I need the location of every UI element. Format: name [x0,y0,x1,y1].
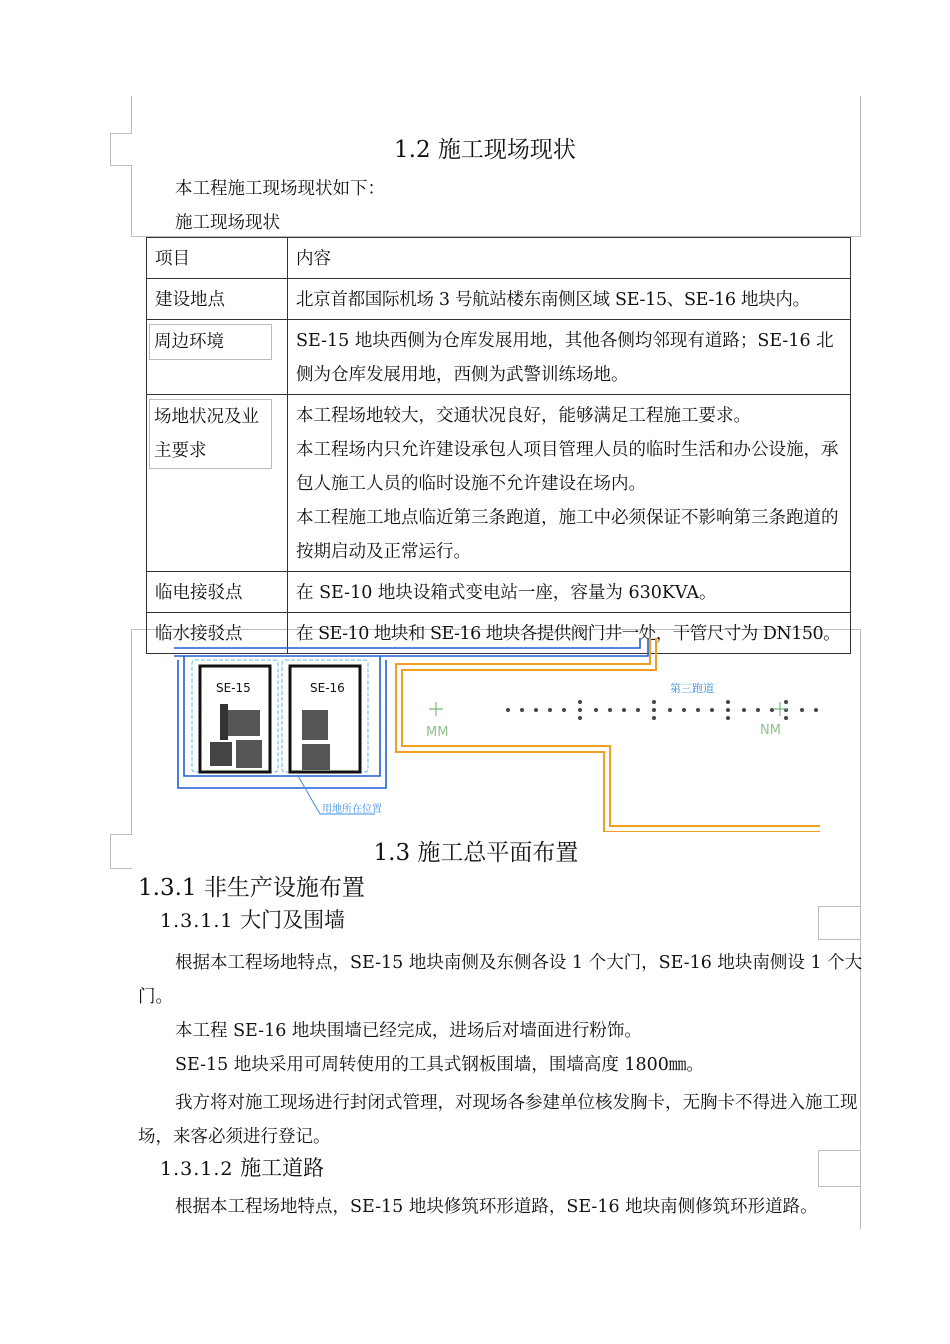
building-block [236,740,262,768]
orange-road-line [402,638,820,826]
blue-road-line [174,638,640,648]
heading-text: 大门及围墙 [240,908,346,932]
runway-light [784,700,788,704]
heading-number: 1.3.1.2 [160,1158,234,1180]
runway-light [800,708,804,712]
plot-se16-label: SE-16 [310,681,345,695]
runway-light [594,708,598,712]
runway-light [756,708,760,712]
row-item: 临电接驳点 [147,572,288,613]
building-block [210,742,232,766]
frame-line [818,906,819,939]
runway-light [578,700,582,704]
callout-label: 用地所在位置 [322,804,382,815]
table-row [147,572,851,613]
frame-line [110,165,132,166]
building-block [220,704,228,740]
runway-light [668,708,672,712]
paragraph: 本工程 SE-16 地块围墙已经完成，进场后对墙面进行粉饰。 [175,1021,642,1041]
section-title-1-2: 1.2 施工现场现状 [394,137,576,163]
row-content: 北京首都国际机场 3 号航站楼东南侧区域 SE-15、SE-16 地块内。 [288,279,851,320]
runway-light [534,708,538,712]
runway-light [506,708,510,712]
heading-text: 施工道路 [240,1156,325,1180]
heading-1-3-1-1 [160,904,345,934]
runway-light [696,708,700,712]
orange-road-line [396,638,820,832]
table-caption: 施工现场现状 [175,213,280,233]
header-content: 内容 [288,238,851,279]
building-block [302,710,328,740]
paragraph: 根据本工程场地特点，SE-15 地块修筑环形道路，SE-16 地块南侧修筑环形道路。 [175,1197,818,1217]
heading-number: 1.3.1.1 [160,910,234,932]
intro-text: 本工程施工现场现状如下： [175,179,385,199]
row-item [147,320,288,395]
table-header-row [147,238,851,279]
row-content: 在 SE-10 地块设箱式变电站一座，容量为 630KVA。 [288,572,851,613]
frame-line [110,868,132,869]
paragraph: 我方将对施工现场进行封闭式管理，对现场各参建单位核发胸卡，无胸卡不得进入施工现场，来客必须进行登记。 [138,1093,858,1147]
runway-light [622,708,626,712]
frame-line [818,1150,819,1186]
runway-light [578,708,582,712]
runway-light [742,708,746,712]
frame-line [131,96,132,134]
paragraph: SE-15 地块采用可周转使用的工具式钢板围墙，围墙高度 1800㎜。 [175,1055,704,1075]
row-item-label: 周边环境 [149,324,272,360]
marker-left-label: MM [426,725,449,740]
runway-light [710,708,714,712]
runway-light [726,708,730,712]
section-title-1-3: 1.3 施工总平面布置 [373,840,579,866]
runway-light [608,708,612,712]
runway-light [814,708,818,712]
plot-se15-label: SE-15 [216,681,251,695]
marker-cross [773,702,787,716]
row-content: 在 SE-10 地块和 SE-16 地块各提供阀门井一处，干管尺寸为 DN150。 [288,613,851,654]
runway-light [652,700,656,704]
content-line: 本工程场地较大，交通状况良好，能够满足工程施工要求。 [296,406,751,426]
heading-1-3-1-2 [160,1152,324,1182]
marker-cross [429,702,443,716]
runway-light [520,708,524,712]
row-content: SE-15 地块西侧为仓库发展用地，其他各侧均邻现有道路；SE-16 北侧为仓库发展用地，西侧为武警训练场地。 [288,320,851,395]
row-item [147,395,288,572]
runway-light [652,708,656,712]
runway-light [726,700,730,704]
heading-1-3-1: 1.3.1 非生产设施布置 [138,875,365,901]
runway-light [784,716,788,720]
site-plan-drawing [170,636,830,832]
table-row [147,320,851,395]
row-item: 临水接驳点 [147,613,288,654]
frame-line [818,906,861,907]
frame-line [131,165,132,237]
row-item-label: 场地状况及业主要求 [149,399,272,469]
paragraph: 根据本工程场地特点，SE-15 地块南侧及东侧各设 1 个大门，SE-16 地块南侧设 1 个大门。 [138,953,863,1007]
marker-right-label: NM [760,723,781,738]
row-content [288,395,851,572]
runway-light [562,708,566,712]
frame-line [818,939,861,940]
runway-label: 第三跑道 [670,682,714,695]
content-line: 本工程施工地点临近第三条跑道，施工中必须保证不影响第三条跑道的按期启动及正常运行。 [296,508,839,562]
blue-road-line [174,638,648,656]
runway-light [652,716,656,720]
frame-line [131,629,132,834]
building-block [302,744,330,770]
content-line: 本工程场内只允许建设承包人项目管理人员的临时生活和办公设施，承包人施工人员的临时设施不允许建设在场内。 [296,440,839,494]
runway-light [726,716,730,720]
table-row [147,279,851,320]
frame-line [818,1186,861,1187]
building-block [228,710,260,736]
row-item: 建设地点 [147,279,288,320]
runway-light [636,708,640,712]
runway-light [682,708,686,712]
runway-light [548,708,552,712]
table-row [147,395,851,572]
runway-light [578,716,582,720]
header-item: 项目 [147,238,288,279]
status-table [146,237,851,654]
